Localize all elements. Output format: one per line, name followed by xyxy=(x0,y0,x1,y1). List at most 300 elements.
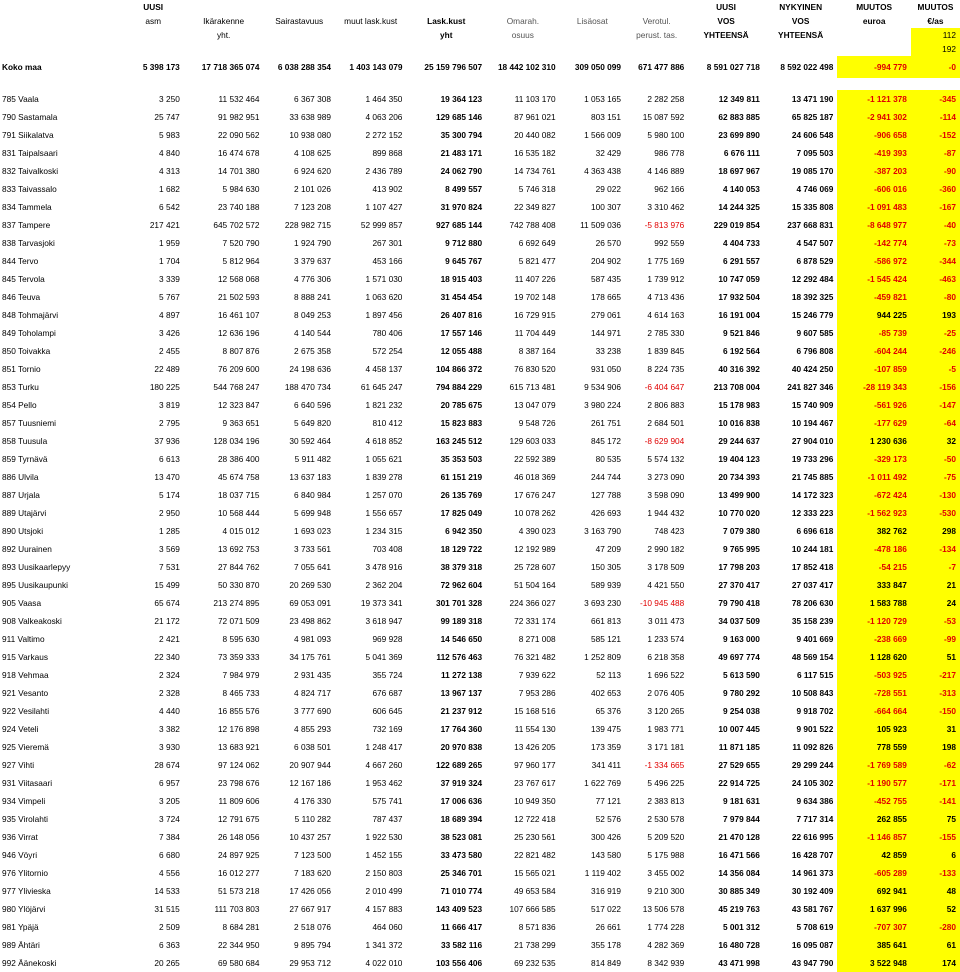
table-cell: 10 016 838 xyxy=(718,418,760,428)
table-cell: 139 475 xyxy=(590,724,621,734)
total-cell: -0 xyxy=(911,56,960,78)
table-cell: -142 774 xyxy=(837,234,911,252)
header-cell: 112 xyxy=(911,28,960,42)
table-cell: 18 392 325 xyxy=(791,292,834,302)
table-cell: 14 701 380 xyxy=(217,166,260,176)
table-cell: 13 470 xyxy=(154,472,180,482)
table-cell: 5 812 964 xyxy=(222,256,260,266)
table-cell: 692 941 xyxy=(837,882,911,900)
table-row xyxy=(0,396,960,414)
table-cell: 587 435 xyxy=(590,274,621,284)
municipality-name: 893 Uusikaarlepyy xyxy=(2,562,71,572)
total-cell: 25 159 796 507 xyxy=(424,62,483,72)
table-cell: 9 634 386 xyxy=(796,796,834,806)
table-cell: 17 006 636 xyxy=(440,796,483,806)
table-cell: 51 573 218 xyxy=(217,886,260,896)
table-cell: 6 796 808 xyxy=(796,346,834,356)
table-cell: 174 xyxy=(911,954,960,972)
table-cell: 12 292 484 xyxy=(791,274,834,284)
table-cell: 163 245 512 xyxy=(435,436,483,446)
table-cell: 29 022 xyxy=(595,184,621,194)
table-cell: 1 285 xyxy=(159,526,180,536)
table-cell: 10 747 059 xyxy=(718,274,760,284)
table-cell: 99 189 318 xyxy=(440,616,483,626)
table-cell: 10 508 843 xyxy=(791,688,834,698)
table-cell: 7 520 790 xyxy=(222,238,260,248)
header-cell: Omarah. xyxy=(506,16,539,26)
table-cell: 2 010 499 xyxy=(365,886,403,896)
total-cell: 309 050 099 xyxy=(574,62,621,72)
table-cell: 9 548 726 xyxy=(518,418,556,428)
table-cell: 742 788 408 xyxy=(509,220,556,230)
table-cell: 18 697 967 xyxy=(718,166,760,176)
header-cell xyxy=(0,0,123,14)
table-cell: 1 693 023 xyxy=(294,526,331,536)
table-cell: 23 699 890 xyxy=(718,130,760,140)
table-row xyxy=(0,792,960,810)
table-cell: -130 xyxy=(911,486,960,504)
municipality-name: 921 Vesanto xyxy=(2,688,49,698)
table-cell: 1 119 402 xyxy=(584,868,621,878)
table-cell: 76 321 482 xyxy=(514,652,556,662)
table-cell: 21 745 885 xyxy=(791,472,834,482)
table-cell: 42 859 xyxy=(837,846,911,864)
header-cell xyxy=(0,28,123,42)
table-cell: 30 592 464 xyxy=(289,436,331,446)
table-cell: 6 291 557 xyxy=(722,256,760,266)
table-cell: 4 614 163 xyxy=(647,310,685,320)
municipality-name: 853 Turku xyxy=(2,382,39,392)
table-cell: 4 282 369 xyxy=(647,940,685,950)
table-row xyxy=(0,684,960,702)
spacer-row xyxy=(0,78,960,90)
table-cell: 26 407 816 xyxy=(440,310,483,320)
table-cell: 22 489 xyxy=(154,364,180,374)
header-cell: osuus xyxy=(511,30,534,40)
table-cell: 2 436 789 xyxy=(365,166,403,176)
table-cell: 72 962 604 xyxy=(440,580,483,590)
table-cell: 72 331 174 xyxy=(514,616,556,626)
table-cell: 1 566 009 xyxy=(584,130,621,140)
table-row xyxy=(0,90,960,108)
table-cell: 300 426 xyxy=(590,832,621,842)
municipality-name: 833 Taivassalo xyxy=(2,184,57,194)
table-cell: 23 798 676 xyxy=(217,778,260,788)
table-cell: 3 569 xyxy=(159,544,180,554)
header-cell xyxy=(123,42,184,56)
table-cell: 8 571 836 xyxy=(518,922,556,932)
table-cell: -54 215 xyxy=(837,558,911,576)
table-cell: 1 897 456 xyxy=(365,310,403,320)
table-cell: 12 167 186 xyxy=(289,778,331,788)
table-cell: 2 530 578 xyxy=(647,814,685,824)
table-cell: 103 556 406 xyxy=(435,958,483,968)
table-cell: 4 897 xyxy=(159,310,180,320)
table-cell: 51 504 164 xyxy=(514,580,556,590)
table-cell: 17 426 056 xyxy=(289,886,331,896)
table-cell: 65 674 xyxy=(154,598,180,608)
total-name: Koko maa xyxy=(2,62,42,72)
table-cell: 28 386 400 xyxy=(217,454,260,464)
table-cell: 426 693 xyxy=(590,508,621,518)
table-cell: -10 945 488 xyxy=(640,598,685,608)
table-cell: 16 191 004 xyxy=(718,310,760,320)
table-row xyxy=(0,576,960,594)
table-row xyxy=(0,612,960,630)
table-cell: -906 658 xyxy=(837,126,911,144)
table-cell: 16 855 576 xyxy=(217,706,260,716)
table-cell: 1 128 620 xyxy=(837,648,911,666)
table-row xyxy=(0,846,960,864)
table-cell: -28 119 343 xyxy=(837,378,911,396)
table-cell: 47 209 xyxy=(595,544,621,554)
table-cell: 9 895 794 xyxy=(294,940,331,950)
table-cell: 1 944 432 xyxy=(647,508,685,518)
table-cell: 6 363 xyxy=(159,940,180,950)
table-cell: -53 xyxy=(911,612,960,630)
table-cell: 49 653 584 xyxy=(514,886,556,896)
table-cell: 61 xyxy=(911,936,960,954)
table-cell: 4 458 137 xyxy=(365,364,403,374)
table-row xyxy=(0,540,960,558)
table-cell: 9 163 000 xyxy=(722,634,760,644)
table-cell: 100 307 xyxy=(590,202,621,212)
table-cell: 52 113 xyxy=(596,670,621,680)
table-cell: 26 661 xyxy=(595,922,621,932)
table-cell: 12 176 898 xyxy=(217,724,260,734)
municipality-name: 854 Pello xyxy=(2,400,37,410)
table-cell: 12 636 196 xyxy=(217,328,260,338)
table-cell: 1 248 417 xyxy=(365,742,403,752)
table-cell: 16 480 728 xyxy=(718,940,760,950)
table-cell: 48 xyxy=(911,882,960,900)
table-cell: -217 xyxy=(911,666,960,684)
table-cell: 5 110 282 xyxy=(294,814,331,824)
table-cell: 69 580 684 xyxy=(217,958,260,968)
table-cell: 11 272 138 xyxy=(441,670,483,680)
spacer-cell xyxy=(764,78,838,90)
header-cell xyxy=(335,0,406,14)
table-cell: 5 980 100 xyxy=(647,130,685,140)
table-cell: 16 461 107 xyxy=(217,310,260,320)
table-cell: 217 421 xyxy=(149,220,180,230)
table-cell: 7 183 620 xyxy=(294,868,331,878)
table-cell: 80 535 xyxy=(595,454,621,464)
table-cell: 30 192 409 xyxy=(791,886,834,896)
table-cell: 23 767 617 xyxy=(514,778,556,788)
table-cell: 18 037 715 xyxy=(217,490,260,500)
table-cell: 8 499 557 xyxy=(445,184,483,194)
municipality-name: 844 Tervo xyxy=(2,256,39,266)
table-cell: 4 776 306 xyxy=(294,274,331,284)
table-cell: 17 676 247 xyxy=(514,490,556,500)
table-cell: 4 146 889 xyxy=(647,166,685,176)
table-cell: -360 xyxy=(911,180,960,198)
table-cell: 4 421 550 xyxy=(647,580,685,590)
table-cell: 3 011 473 xyxy=(648,616,685,626)
table-row xyxy=(0,288,960,306)
table-cell: 1 953 462 xyxy=(365,778,403,788)
table-cell: 97 960 177 xyxy=(514,760,556,770)
table-cell: 2 785 330 xyxy=(647,328,685,338)
table-cell: 193 xyxy=(911,306,960,324)
table-cell: 6 942 350 xyxy=(445,526,483,536)
header-cell: asm xyxy=(145,16,162,26)
table-cell: -6 404 647 xyxy=(644,382,685,392)
municipality-name: 849 Toholampi xyxy=(2,328,56,338)
table-cell: 173 359 xyxy=(590,742,621,752)
table-cell: 21 172 xyxy=(154,616,180,626)
table-cell: 40 424 250 xyxy=(791,364,834,374)
table-cell: 3 120 265 xyxy=(647,706,685,716)
table-cell: 18 915 403 xyxy=(440,274,483,284)
table-cell: -238 669 xyxy=(837,630,911,648)
table-cell: 21 470 128 xyxy=(718,832,760,842)
table-cell: 13 637 183 xyxy=(289,472,331,482)
table-cell: 1 107 427 xyxy=(365,202,403,212)
table-cell: -463 xyxy=(911,270,960,288)
table-row xyxy=(0,468,960,486)
table-cell: -107 859 xyxy=(837,360,911,378)
table-cell: 1 983 771 xyxy=(647,724,685,734)
table-cell: 45 219 763 xyxy=(718,904,760,914)
table-cell: 453 166 xyxy=(372,256,403,266)
table-cell: 2 950 xyxy=(159,508,180,518)
table-cell: 13 047 079 xyxy=(514,400,556,410)
table-cell: -25 xyxy=(911,324,960,342)
table-cell: 3 980 224 xyxy=(584,400,621,410)
table-cell: 21 xyxy=(911,576,960,594)
table-cell: 261 751 xyxy=(590,418,621,428)
total-cell: 5 398 173 xyxy=(142,62,180,72)
municipality-name: 848 Tohmajärvi xyxy=(2,310,59,320)
table-cell: 5 613 590 xyxy=(722,670,760,680)
table-cell: 8 807 876 xyxy=(222,346,260,356)
header-cell xyxy=(263,42,334,56)
table-cell: 69 053 091 xyxy=(289,598,331,608)
table-cell: 585 121 xyxy=(590,634,621,644)
table-cell: -64 xyxy=(911,414,960,432)
table-cell: 262 855 xyxy=(837,810,911,828)
municipality-name: 989 Ähtäri xyxy=(2,940,40,950)
table-cell: -8 629 904 xyxy=(644,436,685,446)
table-row xyxy=(0,414,960,432)
table-cell: 7 079 380 xyxy=(722,526,760,536)
table-cell: 316 919 xyxy=(590,886,621,896)
table-cell: 10 078 262 xyxy=(514,508,556,518)
table-cell: -133 xyxy=(911,864,960,882)
table-cell: 6 640 596 xyxy=(294,400,331,410)
table-cell: 33 638 989 xyxy=(289,112,331,122)
table-cell: 9 780 292 xyxy=(722,688,760,698)
table-cell: 25 747 xyxy=(154,112,180,122)
table-cell: 13 499 900 xyxy=(718,490,760,500)
table-cell: 129 685 146 xyxy=(435,112,483,122)
table-cell: 10 194 467 xyxy=(791,418,834,428)
table-cell: 4 176 330 xyxy=(294,796,331,806)
table-cell: 18 129 722 xyxy=(440,544,483,554)
table-cell: 748 423 xyxy=(654,526,685,536)
table-cell: 14 546 650 xyxy=(440,634,483,644)
header-cell xyxy=(406,0,486,14)
table-cell: 1 959 xyxy=(159,238,180,248)
table-cell: 9 645 767 xyxy=(445,256,483,266)
table-cell: 6 924 620 xyxy=(294,166,331,176)
table-cell: 1 556 657 xyxy=(365,508,403,518)
table-cell: 2 806 883 xyxy=(647,400,685,410)
table-row xyxy=(0,666,960,684)
table-cell: 14 734 761 xyxy=(514,166,556,176)
table-cell: 107 666 585 xyxy=(509,904,556,914)
table-cell: 16 474 678 xyxy=(217,148,260,158)
table-cell: -1 091 483 xyxy=(837,198,911,216)
header-cell xyxy=(837,42,911,56)
table-cell: 4 140 544 xyxy=(294,328,331,338)
municipality-name: 837 Tampere xyxy=(2,220,51,230)
table-cell: 11 532 464 xyxy=(218,94,260,104)
table-cell: 12 568 068 xyxy=(217,274,260,284)
table-cell: 3 171 181 xyxy=(647,742,685,752)
table-cell: 4 015 012 xyxy=(222,526,260,536)
table-cell: 803 151 xyxy=(590,112,621,122)
table-cell: 589 939 xyxy=(590,580,621,590)
table-cell: 1 055 621 xyxy=(365,454,403,464)
table-cell: 7 979 844 xyxy=(722,814,760,824)
spacer-cell xyxy=(335,78,406,90)
table-cell: 5 574 132 xyxy=(647,454,685,464)
table-cell: 143 580 xyxy=(590,850,621,860)
table-cell: 128 034 196 xyxy=(213,436,260,446)
table-cell: 1 839 278 xyxy=(365,472,403,482)
table-cell: 21 502 593 xyxy=(217,292,260,302)
table-cell: 1 452 155 xyxy=(365,850,403,860)
table-cell: 944 225 xyxy=(837,306,911,324)
table-cell: 6 367 308 xyxy=(294,94,331,104)
table-cell: 8 888 241 xyxy=(294,292,331,302)
table-cell: 20 265 xyxy=(154,958,180,968)
table-cell: 572 254 xyxy=(372,346,403,356)
table-cell: 9 607 585 xyxy=(796,328,834,338)
table-cell: 13 506 578 xyxy=(642,904,685,914)
table-cell: 3 693 230 xyxy=(584,598,621,608)
municipality-name: 992 Äänekoski xyxy=(2,958,57,968)
table-cell: 9 521 846 xyxy=(722,328,760,338)
table-cell: 33 582 116 xyxy=(441,940,483,950)
table-cell: 4 855 293 xyxy=(294,724,331,734)
municipality-name: 918 Vehmaa xyxy=(2,670,49,680)
table-cell: 22 349 827 xyxy=(514,202,556,212)
table-row xyxy=(0,504,960,522)
table-cell: 16 012 277 xyxy=(217,868,260,878)
table-cell: 76 830 520 xyxy=(514,364,556,374)
table-cell: 31 515 xyxy=(154,904,180,914)
header-row-1 xyxy=(0,0,960,14)
table-row xyxy=(0,756,960,774)
table-cell: 180 225 xyxy=(149,382,180,392)
municipality-name: 946 Vöyri xyxy=(2,850,38,860)
table-cell: 27 904 010 xyxy=(791,436,834,446)
table-cell: 11 407 226 xyxy=(514,274,556,284)
table-cell: 267 301 xyxy=(372,238,403,248)
header-cell xyxy=(837,28,911,42)
table-cell: 6 692 649 xyxy=(518,238,556,248)
table-cell: 5 699 948 xyxy=(294,508,331,518)
table-row xyxy=(0,216,960,234)
table-cell: -604 244 xyxy=(837,342,911,360)
table-cell: 3 618 947 xyxy=(365,616,403,626)
total-cell: 18 442 102 310 xyxy=(497,62,556,72)
table-row xyxy=(0,900,960,918)
table-cell: 3 178 509 xyxy=(647,562,685,572)
table-cell: 16 471 566 xyxy=(718,850,760,860)
table-cell: 355 724 xyxy=(372,670,403,680)
header-cell: yht xyxy=(440,30,453,40)
table-cell: 1 252 809 xyxy=(584,652,621,662)
table-cell: 6 038 501 xyxy=(294,742,331,752)
table-cell: 992 559 xyxy=(654,238,685,248)
table-cell: 1 637 996 xyxy=(837,900,911,918)
table-cell: 17 764 360 xyxy=(440,724,483,734)
table-cell: 3 273 090 xyxy=(647,472,685,482)
table-cell: 8 271 008 xyxy=(518,634,556,644)
table-cell: 676 687 xyxy=(372,688,403,698)
table-cell: 111 703 803 xyxy=(214,904,260,914)
table-cell: 7 939 622 xyxy=(518,670,556,680)
municipality-name: 936 Virrat xyxy=(2,832,38,842)
table-cell: 7 531 xyxy=(159,562,180,572)
table-cell: 224 366 027 xyxy=(509,598,556,608)
header-cell xyxy=(625,42,688,56)
total-cell: 8 591 027 718 xyxy=(706,62,760,72)
table-cell: 34 175 761 xyxy=(289,652,331,662)
table-cell: 24 105 302 xyxy=(791,778,834,788)
table-cell: -99 xyxy=(911,630,960,648)
table-cell: 10 437 257 xyxy=(289,832,331,842)
table-cell: 279 061 xyxy=(590,310,621,320)
municipality-name: 889 Utajärvi xyxy=(2,508,47,518)
table-row xyxy=(0,306,960,324)
table-cell: 29 299 244 xyxy=(791,760,834,770)
table-cell: 24 897 925 xyxy=(217,850,260,860)
table-row xyxy=(0,144,960,162)
table-cell: 544 768 247 xyxy=(213,382,260,392)
table-cell: 112 576 463 xyxy=(436,652,483,662)
table-cell: 12 791 675 xyxy=(217,814,260,824)
table-cell: 178 665 xyxy=(590,292,621,302)
table-row xyxy=(0,702,960,720)
table-cell: 32 429 xyxy=(595,148,621,158)
table-row xyxy=(0,432,960,450)
table-cell: 3 339 xyxy=(159,274,180,284)
header-cell: YHTEENSÄ xyxy=(703,30,749,40)
table-cell: 27 037 417 xyxy=(791,580,834,590)
municipality-name: 925 Vieremä xyxy=(2,742,49,752)
table-cell: 1 257 070 xyxy=(365,490,403,500)
header-cell xyxy=(0,14,123,28)
table-cell: -329 173 xyxy=(837,450,911,468)
spacer-cell xyxy=(263,78,334,90)
header-cell: euroa xyxy=(862,16,886,26)
table-row xyxy=(0,162,960,180)
table-cell: 6 218 358 xyxy=(647,652,685,662)
table-cell: 79 790 418 xyxy=(718,598,760,608)
table-cell: 78 206 630 xyxy=(791,598,834,608)
table-row xyxy=(0,342,960,360)
header-cell xyxy=(184,0,264,14)
header-row-3 xyxy=(0,28,960,42)
table-cell: 50 330 870 xyxy=(217,580,260,590)
table-cell: 52 576 xyxy=(595,814,621,824)
